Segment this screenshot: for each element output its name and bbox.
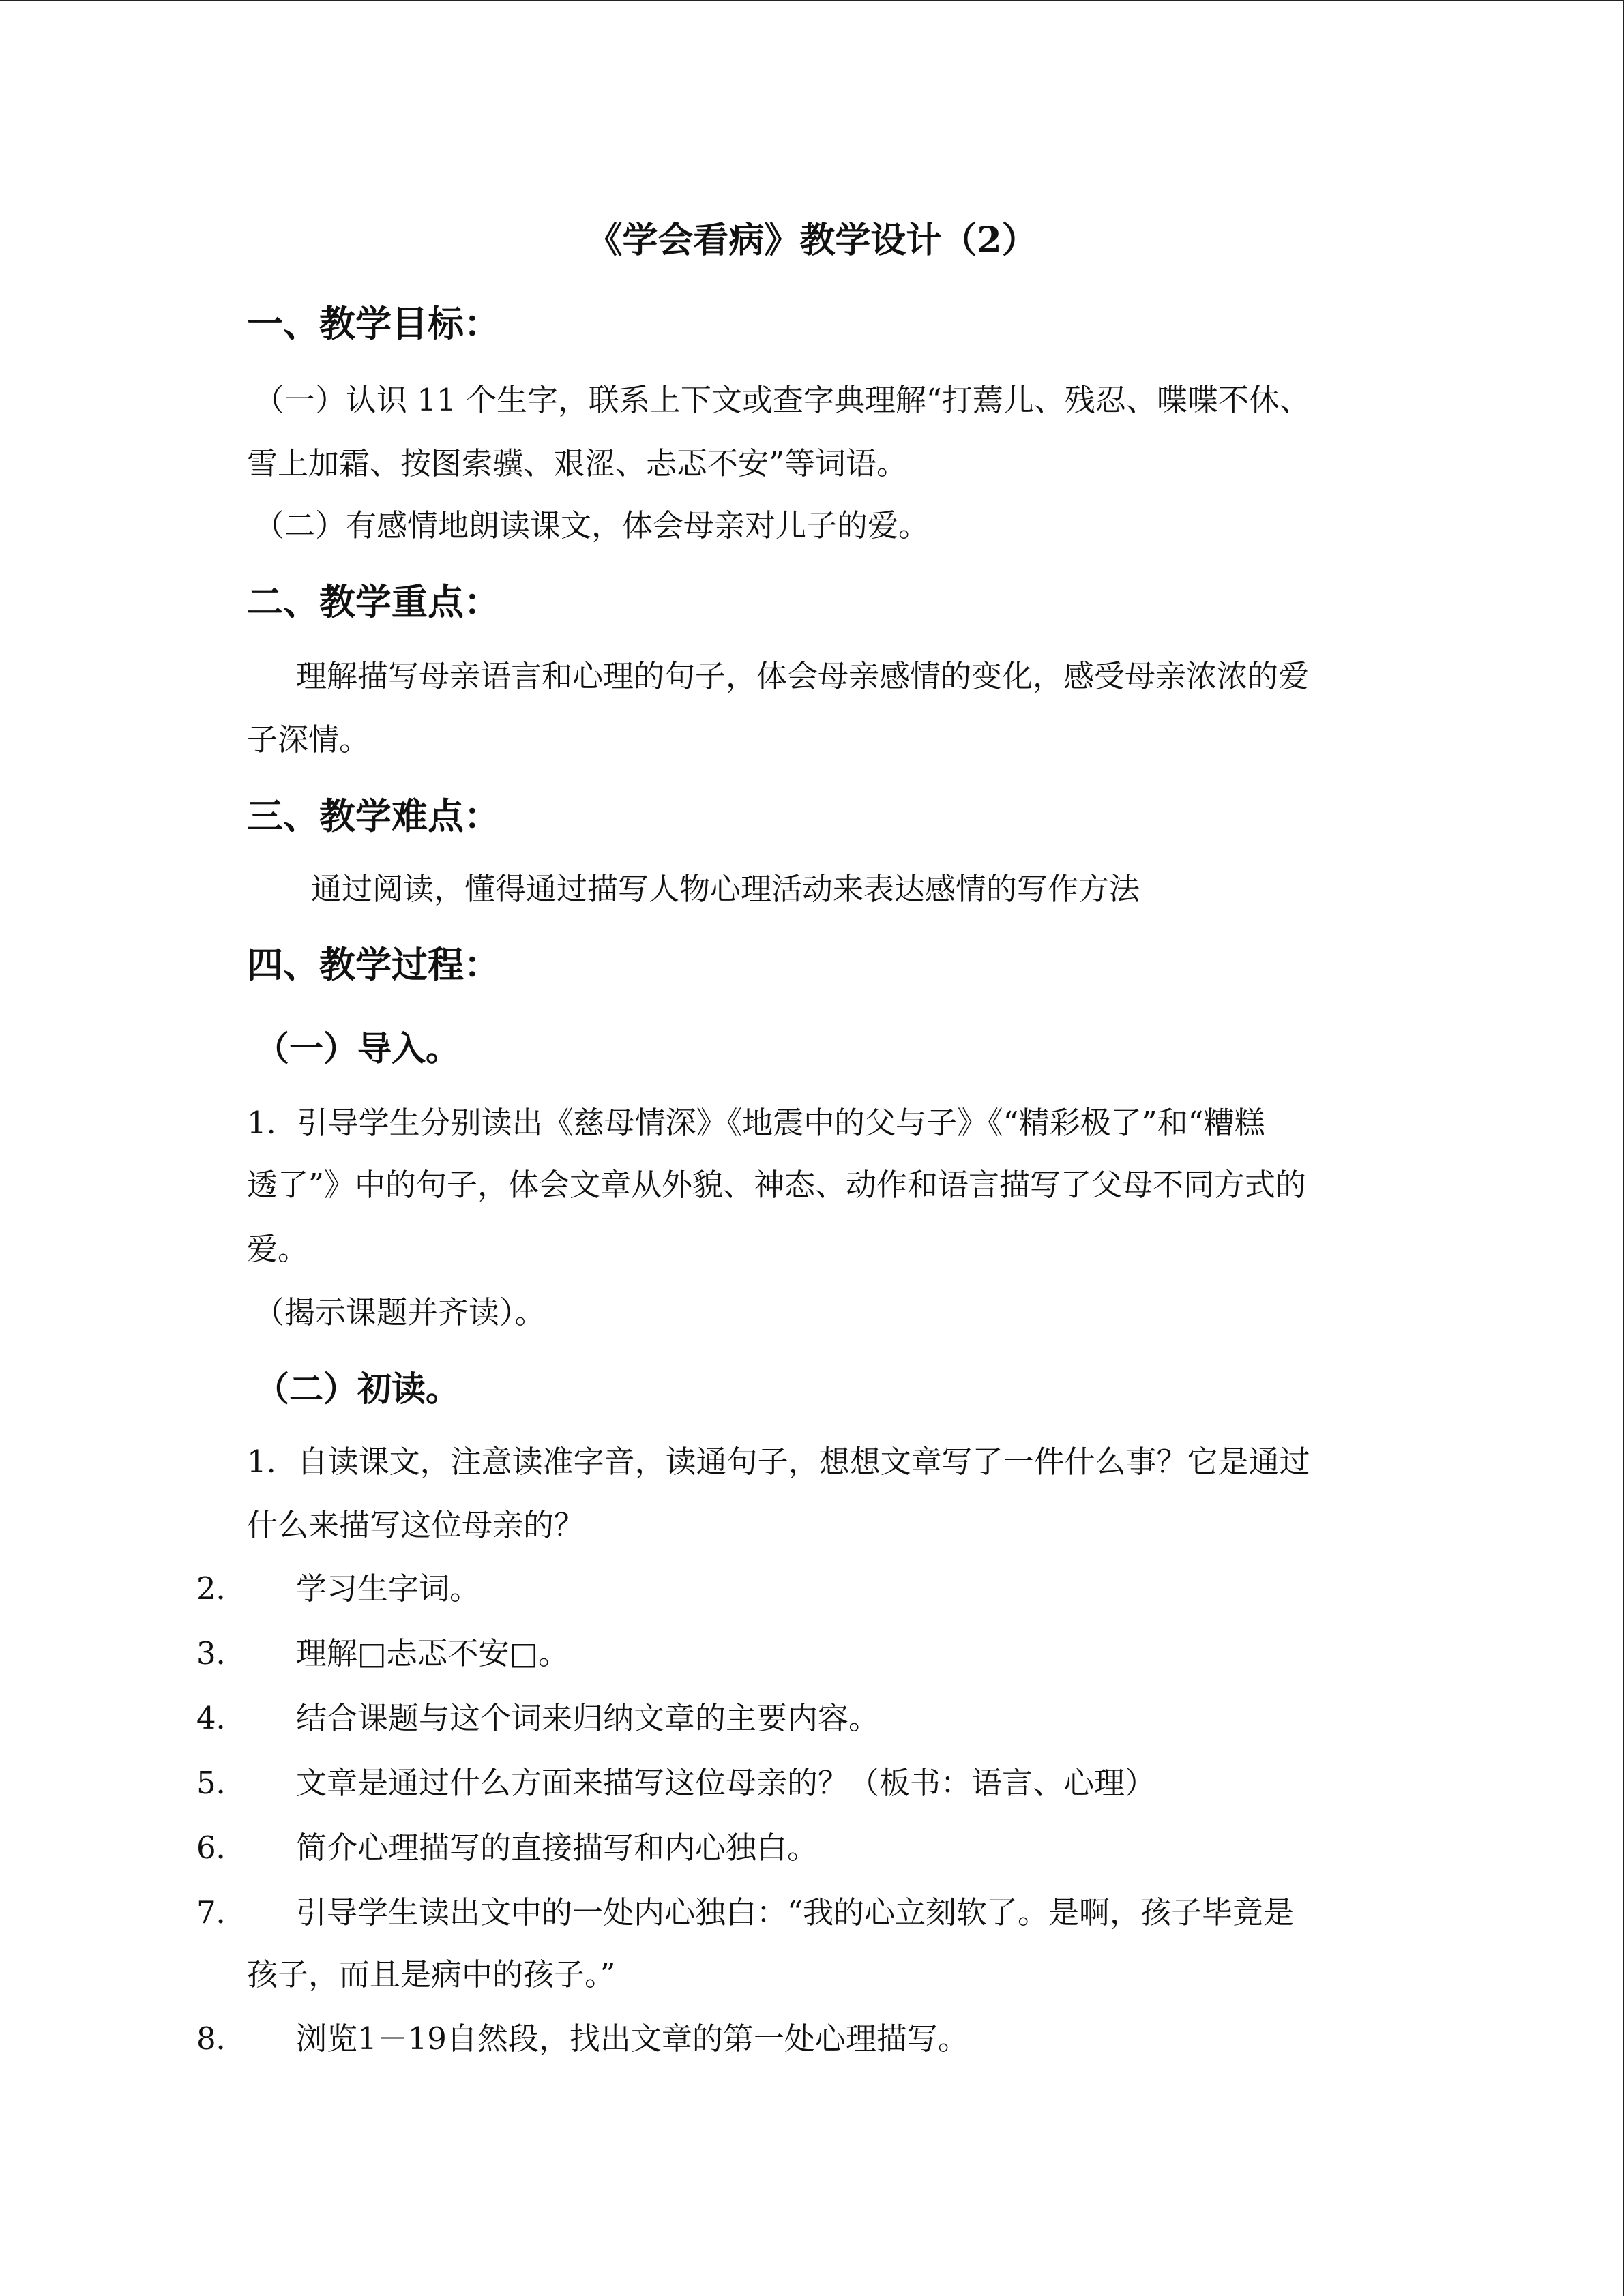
item-number: 3． (196, 1635, 247, 1671)
goals-item1-line2: 雪上加霜、按图索骥、艰涩、忐忑不安”等词语。 (247, 445, 908, 481)
item-number: 7． (196, 1894, 247, 1930)
intro-p1-line1: 1．引导学生分别读出《慈母情深》《地震中的父与子》《“精彩极了”和“糟糕 (247, 1105, 1265, 1141)
section-heading-key-points: 二、教学重点： (247, 581, 500, 623)
item-text: 学习生字词。 (296, 1570, 481, 1607)
item-number: 6． (196, 1830, 247, 1866)
item-number: 8． (196, 2021, 247, 2057)
subheading-first-reading: （二）初读。 (255, 1369, 460, 1409)
item-text: 文章是通过什么方面来描写这位母亲的？（板书：语言、心理） (296, 1765, 1156, 1801)
item-text: 理解□忐忑不安□。 (296, 1635, 570, 1671)
intro-p1-line2: 透了”》中的句子，体会文章从外貌、神态、动作和语言描写了父母不同方式的 (247, 1167, 1307, 1203)
difficulties-line1: 通过阅读，懂得通过描写人物心理活动来表达感情的写作方法 (311, 871, 1140, 907)
item-number: 2． (196, 1570, 247, 1607)
key-points-line2: 子深情。 (247, 721, 370, 758)
section-heading-difficulties: 三、教学难点： (247, 795, 500, 837)
document-title: 《学会看病》教学设计（2） (587, 220, 1037, 261)
item-number: 5． (196, 1765, 247, 1801)
intro-p2: （揭示课题并齐读）。 (254, 1294, 546, 1330)
section-heading-goals: 一、教学目标： (247, 303, 500, 345)
first-reading-p1-line2: 什么来描写这位母亲的？ (247, 1507, 585, 1543)
intro-p1-line3: 爱。 (247, 1231, 309, 1267)
item-text: 引导学生读出文中的一处内心独白：“我的心立刻软了。是啊，孩子毕竟是 (296, 1894, 1295, 1930)
first-reading-p1-line1: 1．自读课文，注意读准字音，读通句子，想想文章写了一件什么事？它是通过 (247, 1444, 1310, 1480)
section-heading-process: 四、教学过程： (247, 944, 500, 986)
goals-item2: （二）有感情地朗读课文，体会母亲对儿子的爱。 (254, 507, 930, 543)
item-text: 简介心理描写的直接描写和内心独白。 (296, 1830, 818, 1866)
item-number: 4． (196, 1700, 247, 1736)
item-text: 结合课题与这个词来归纳文章的主要内容。 (296, 1700, 880, 1736)
key-points-line1: 理解描写母亲语言和心理的句子，体会母亲感情的变化，感受母亲浓浓的爱 (296, 658, 1310, 694)
goals-item1-line1: （一）认识 11 个生字，联系上下文或查字典理解“打蔫儿、残忍、喋喋不休、 (254, 382, 1310, 418)
item-text: 浏览1－19自然段，找出文章的第一处心理描写。 (296, 2021, 969, 2057)
subheading-intro: （一）导入。 (255, 1028, 460, 1069)
item-text-continuation: 孩子，而且是病中的孩子。” (247, 1956, 616, 1993)
